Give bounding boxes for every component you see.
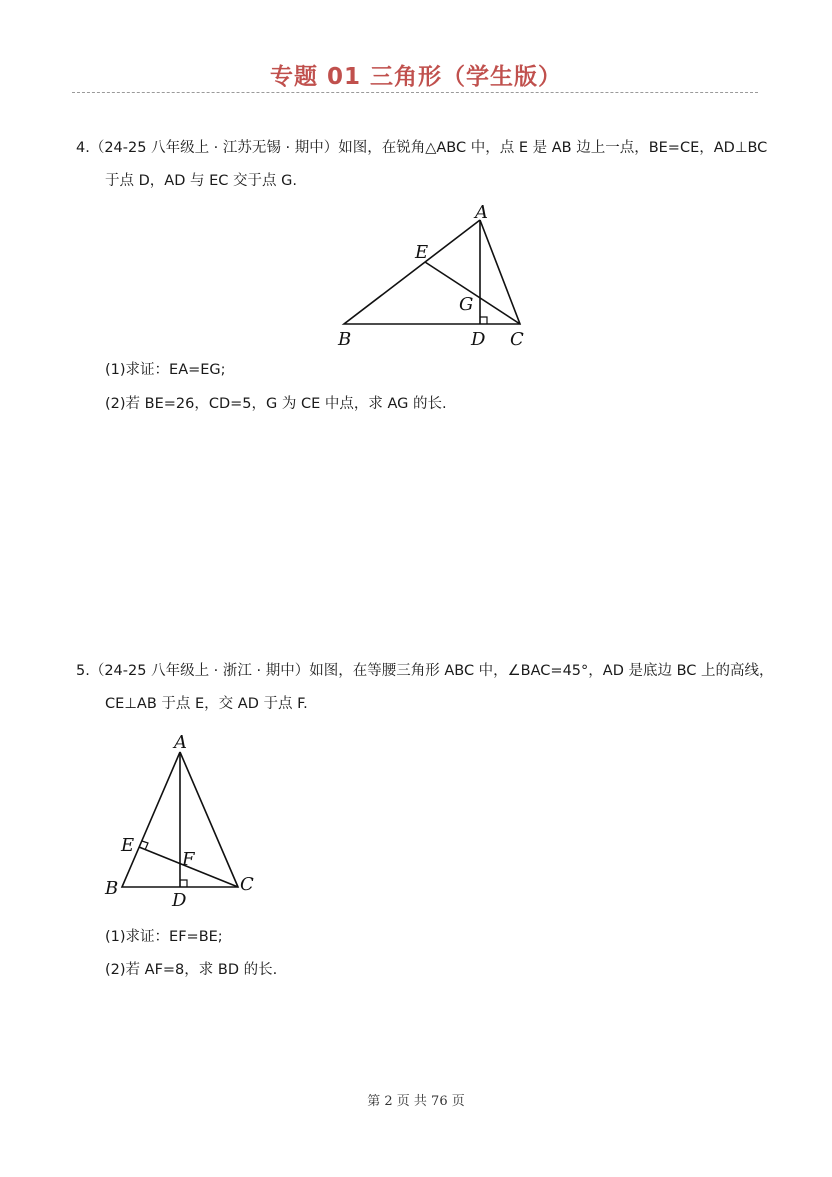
label-e: E [121,835,135,856]
label-g: G [459,294,474,315]
triangle-abc [344,220,520,324]
page-number: 第 2 页 共 76 页 [367,1094,465,1109]
problem-4-stem-line-2: 于点 D，AD 与 EC 交于点 G. [105,173,297,189]
problem-4-part-2: (2)若 BE=26，CD=5，G 为 CE 中点，求 AG 的长. [105,396,447,412]
label-d: D [471,329,486,350]
problem-5-part-1: (1)求证：EF=BE; [105,929,223,945]
label-c: C [510,329,524,350]
problem-4-stem-line-1: 4.（24-25 八年级上 · 江苏无锡 · 期中）如图，在锐角△ABC 中，点 E 是 AB 边上一点，BE=CE，AD⊥BC [76,140,768,156]
problem-5-part-2: (2)若 AF=8，求 BD 的长. [105,962,278,978]
label-f: F [182,849,195,870]
label-a: A [475,202,488,223]
problem-4-figure [330,198,550,357]
problem-4-part-1: (1)求证：EA=EG; [105,362,226,378]
label-c: C [240,874,254,895]
problem-5-figure [100,728,270,917]
label-d: D [172,890,187,911]
problem-5-stem-line-1: 5.（24-25 八年级上 · 浙江 · 期中）如图，在等腰三角形 ABC 中，∠BAC=45°，AD 是底边 BC 上的高线， [76,663,774,679]
problem-5-stem-line-2: CE⊥AB 于点 E，交 AD 于点 F. [105,696,308,712]
label-b: B [105,878,119,899]
label-e: E [415,242,429,263]
title-divider [72,92,758,93]
label-a: A [174,732,187,753]
right-angle-mark [480,317,487,324]
label-b: B [338,329,352,350]
right-angle-mark-d [180,880,187,887]
page-title: 专题 01 三角形（学生版） [269,64,563,90]
